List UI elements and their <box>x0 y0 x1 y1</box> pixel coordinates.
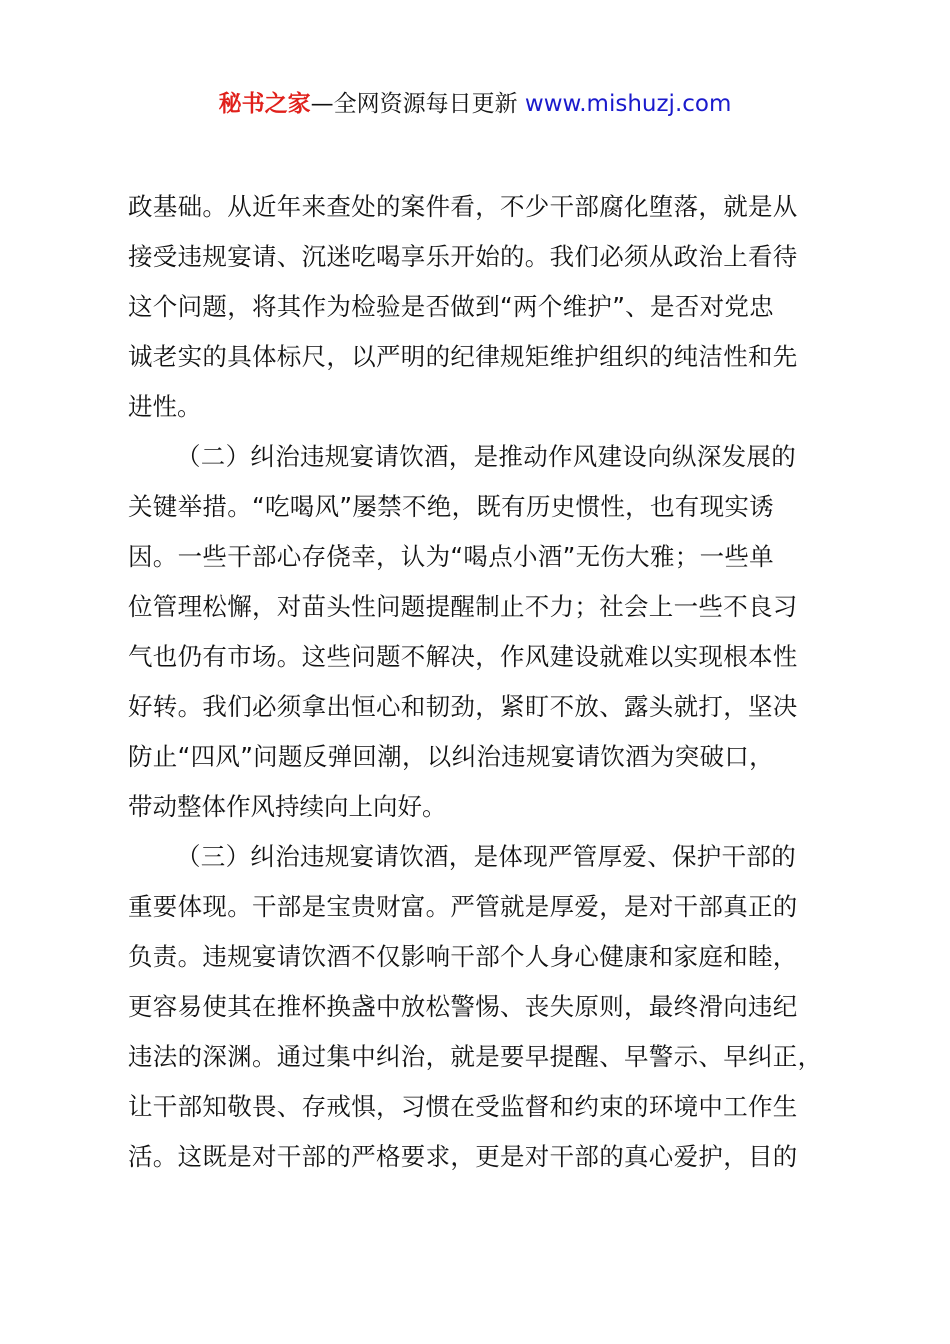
text-line: 活。这既是对干部的严格要求，更是对干部的真心爱护，目的 <box>128 1142 798 1171</box>
text-line: 重要体现。干部是宝贵财富。严管就是厚爱，是对干部真正的 <box>128 892 798 921</box>
text-line: 位管理松懈，对苗头性问题提醒制止不力；社会上一些不良习 <box>128 592 798 621</box>
text-line: 负责。违规宴请饮酒不仅影响干部个人身心健康和家庭和睦， <box>128 942 798 971</box>
text-line: 更容易使其在推杯换盏中放松警惕、丧失原则，最终滑向违纪 <box>128 992 798 1021</box>
text-line: 政基础。从近年来查处的案件看，不少干部腐化堕落，就是从 <box>128 192 798 221</box>
page-header <box>0 88 950 120</box>
text-line: 进性。 <box>128 392 202 421</box>
text-line: 因。一些干部心存侥幸，认为“喝点小酒”无伤大雅；一些单 <box>128 542 774 571</box>
brand-name: 秘书之家 <box>218 91 311 117</box>
text-line: 防止“四风”问题反弹回潮，以纠治违规宴请饮酒为突破口， <box>128 742 774 771</box>
site-link[interactable]: www.mishuzj.com <box>524 91 732 117</box>
text-line: 诚老实的具体标尺，以严明的纪律规矩维护组织的纯洁性和先 <box>128 342 798 371</box>
text-line: 关键举措。“吃喝风”屡禁不绝，既有历史惯性，也有现实诱 <box>128 492 774 521</box>
text-line: 带动整体作风持续向上向好。 <box>128 792 447 821</box>
text-line: 违法的深渊。通过集中纠治，就是要早提醒、早警示、早纠正， <box>128 1042 823 1071</box>
text-line: 气也仍有市场。这些问题不解决，作风建设就难以实现根本性 <box>128 642 798 671</box>
text-line: 接受违规宴请、沉迷吃喝享乐开始的。我们必须从政治上看待 <box>128 242 798 271</box>
paragraph-start-line: （二）纠治违规宴请饮酒，是推动作风建设向纵深发展的 <box>176 442 796 471</box>
brand-slogan: —全网资源每日更新 <box>310 91 518 117</box>
text-line: 好转。我们必须拿出恒心和韧劲，紧盯不放、露头就打，坚决 <box>128 692 798 721</box>
document-body <box>128 182 838 1182</box>
paragraph-start-line: （三）纠治违规宴请饮酒，是体现严管厚爱、保护干部的 <box>176 842 796 871</box>
text-line: 这个问题，将其作为检验是否做到“两个维护”、是否对党忠 <box>128 292 774 321</box>
text-line: 让干部知敬畏、存戒惧，习惯在受监督和约束的环境中工作生 <box>128 1092 798 1121</box>
